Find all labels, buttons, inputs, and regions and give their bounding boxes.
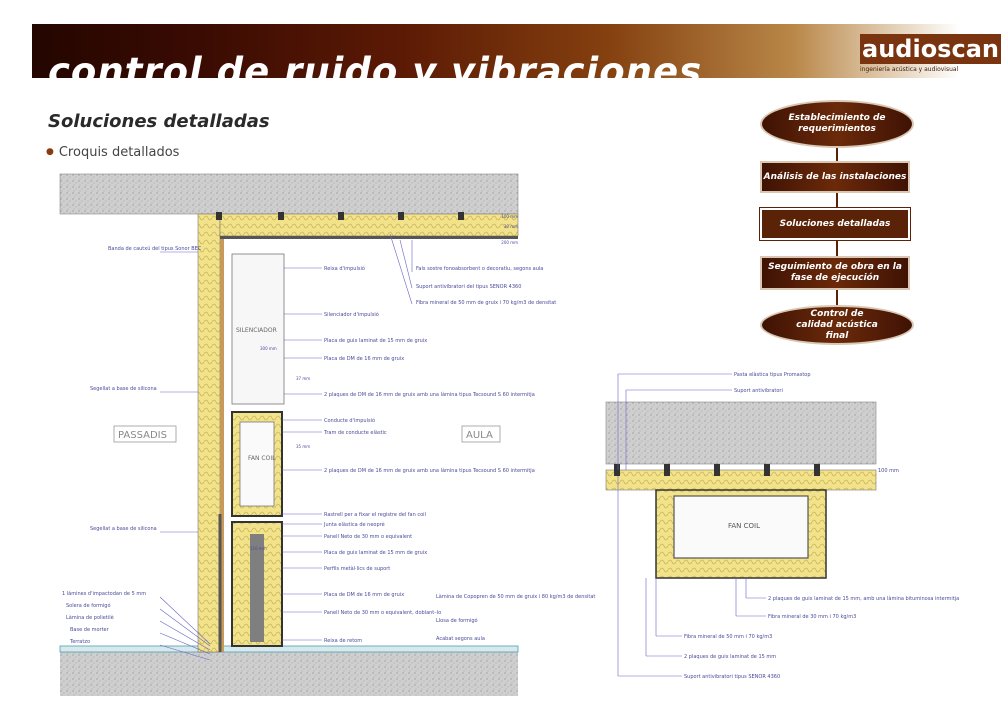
floor-finish <box>60 646 518 652</box>
label-slab: Llosa de formigó <box>436 618 478 624</box>
step-site-monitoring: Seguimiento de obra en la fase de ejecución <box>760 256 910 290</box>
label-finish: Acabat segons aula <box>436 636 485 642</box>
label-senor-mount: Suport antivibratori tipus SENOR 4360 <box>684 674 781 680</box>
label-dm-double-1: 2 plaques de DM de 16 mm de gruix amb una làmina tipus Tecsound S 60 intermitja <box>324 392 535 398</box>
label-antivibration-mount: Suport antivibratori del tipus SENOR 4360 <box>416 284 522 290</box>
step-final-quality: Control de calidad acústica final <box>760 305 914 345</box>
label-fiber-30: Fibra mineral de 30 mm i 70 kg/m3 <box>768 614 857 620</box>
dim-200: 200 mm <box>501 240 518 245</box>
detail-ceiling-insulation <box>606 470 876 490</box>
label-dm-board-1: Placa de DM de 16 mm de gruix <box>324 356 405 362</box>
label-dm-board-2: Placa de DM de 16 mm de gruix <box>324 592 405 598</box>
label-return-grille: Reixa de retorn <box>324 638 363 644</box>
label-terrazzo: Terratzo <box>70 639 91 645</box>
step-analysis: Análisis de las instalaciones <box>760 161 910 193</box>
label-supply-duct: Conducte d'impulsió <box>324 418 376 424</box>
label-neoprene: Junta elàstica de neoprè <box>324 522 385 528</box>
label-copopren: Làmina de Copopren de 50 mm de gruix i 80 kg/m3 de densitat <box>436 594 596 600</box>
dim-30: 30 mm <box>503 224 518 229</box>
label-mineral-fiber: Fibra mineral de 50 mm de gruix i 70 kg/m3 de densitat <box>416 300 557 306</box>
silencer-label: SILENCIADOR <box>236 327 277 334</box>
detail-slab <box>606 402 876 464</box>
company-logo <box>860 34 999 74</box>
logo-name: audioscan <box>862 35 999 63</box>
label-plasterboard-double: 2 plaques de guix laminat de 15 mm <box>684 654 777 660</box>
label-fiber-50: Fibra mineral de 50 mm i 70 kg/m3 <box>684 634 773 640</box>
label-promastop: Pasta elàstica tipus Promastop <box>734 372 811 378</box>
label-neto-panel: Panell Neto de 30 mm o equivalent <box>324 534 413 540</box>
label-supply-silencer: Silenciador d'impulsió <box>324 312 379 318</box>
label-dm-double-2: 2 plaques de DM de 16 mm de gruix amb una làmina tipus Tecsound S 60 intermitja <box>324 468 535 474</box>
label-plasterboard-1: Placa de guix laminat de 15 mm de gruix <box>324 338 428 344</box>
label-polyethylene: Làmina de polietilè <box>66 615 114 621</box>
label-supply-grille: Reixa d'impulsió <box>324 266 365 272</box>
label-flex-duct: Tram de conducte elàstic <box>324 430 387 436</box>
step-requirements: Establecimiento de requerimientos <box>760 100 914 148</box>
process-flow <box>740 96 940 346</box>
logo-tagline: ingeniería acústica y audiovisual <box>860 66 959 73</box>
bullet-dot-icon: ● <box>46 147 54 157</box>
dim-110: 110 mm <box>250 546 267 551</box>
left-labels <box>62 245 202 645</box>
floor-slab <box>60 652 518 696</box>
step-detailed-solutions: Soluciones detalladas <box>760 208 910 240</box>
detail-drawing <box>596 366 960 696</box>
right-callout-lines <box>282 234 412 640</box>
fan-coil-label: FAN COIL <box>248 455 276 462</box>
label-rubber-band: Banda de cautxú del tipus Sonor BEC <box>108 246 202 252</box>
label-mortar: Base de morter <box>70 627 109 633</box>
ceiling-slab <box>60 174 518 214</box>
room-left: PASSADIS <box>118 430 167 441</box>
dim-300: 300 mm <box>260 346 277 351</box>
dim-100: 100 mm <box>501 214 518 219</box>
dim-35: 35 mm <box>296 444 311 449</box>
dim-37: 37 mm <box>296 376 311 381</box>
bullet-item <box>46 145 179 160</box>
fan-coil-unit <box>240 422 274 506</box>
dimension-labels <box>250 214 518 551</box>
false-ceiling <box>220 236 518 239</box>
label-detail-mount: Suport antivibratori <box>734 388 783 394</box>
room-right: AULA <box>466 430 493 441</box>
label-false-ceiling: Fals sostre fonoabsorbent o decoratiu, segons aula <box>416 266 544 272</box>
section-drawing <box>60 174 596 696</box>
label-plasterboard-bitumen: 2 plaques de guix laminat de 15 mm, amb una làmina bituminosa intermitja <box>768 596 960 602</box>
label-plasterboard-2: Placa de guix laminat de 15 mm de gruix <box>324 550 428 556</box>
label-screed: Solera de formigó <box>66 603 111 609</box>
detail-dimension: 100 mm <box>878 468 899 474</box>
ceiling-insulation <box>220 214 518 236</box>
label-impact-sheet: 1 làmines d'impactodan de 5 mm <box>62 591 147 597</box>
section-title: Soluciones detalladas <box>48 111 270 132</box>
label-neto-double: Panell Neto de 30 mm o equivalent, doblant–lo <box>324 610 442 616</box>
detail-fan-coil-label: FAN COIL <box>728 522 760 530</box>
bullet-text: Croquis detallados <box>58 145 180 160</box>
label-metal-profiles: Perfils metàl·lics de suport <box>324 566 391 572</box>
label-sealant-2: Segellat a base de silicona <box>90 526 157 532</box>
insulated-partition <box>198 214 220 652</box>
label-sealant-1: Segellat a base de silicona <box>90 386 157 392</box>
label-batten: Rastrell per a fixar el registre del fan coil <box>324 512 426 518</box>
right-labels <box>323 265 595 644</box>
page-title: control de ruido y vibraciones <box>48 50 703 93</box>
